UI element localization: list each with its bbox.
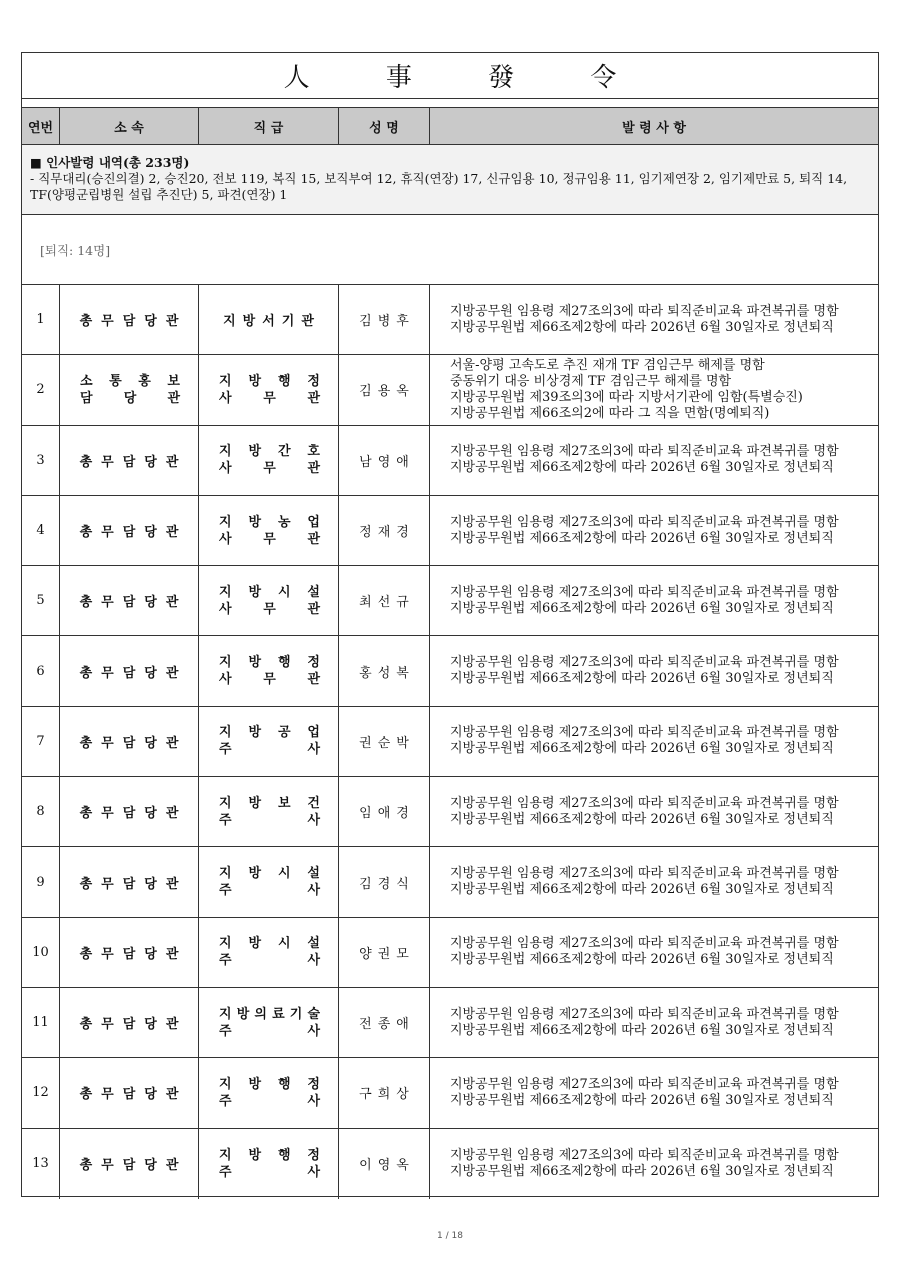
action-line: 지방공무원 임용령 제27조의3에 따라 퇴직준비교육 파견복귀를 명함	[450, 1076, 839, 1092]
char: 관	[307, 461, 320, 477]
char: 보	[167, 373, 180, 389]
row-rank	[199, 496, 339, 565]
action-line: 서울-양평 고속도로 추진 재개 TF 겸임근무 해제를 명함	[450, 357, 765, 373]
row-rank	[199, 988, 339, 1057]
action-line: 지방공무원법 제66조제2항에 따라 2026년 6월 30일자로 정년퇴직	[450, 882, 834, 898]
title-divider	[22, 98, 878, 99]
action-line: 지방공무원법 제66조제2항에 따라 2026년 6월 30일자로 정년퇴직	[450, 460, 834, 476]
char: 지	[219, 373, 232, 389]
char: 호	[307, 444, 320, 460]
action-line: 지방공무원 임용령 제27조의3에 따라 퇴직준비교육 파견복귀를 명함	[450, 303, 839, 319]
char: 방	[248, 1147, 262, 1163]
row-number: 1	[22, 285, 60, 354]
char: 무	[263, 672, 276, 688]
char: 보	[277, 795, 291, 811]
char: 기	[289, 1006, 303, 1022]
char: 방	[248, 866, 262, 882]
personnel-order-document	[21, 52, 879, 1197]
char: 관	[307, 672, 320, 688]
char: 주	[219, 1093, 232, 1109]
char: 건	[307, 795, 320, 811]
char: 소	[80, 373, 93, 389]
char: 지	[219, 866, 232, 882]
document-title: 人 事 發 令	[283, 63, 651, 93]
action-line: 지방공무원법 제66조의2에 따라 그 직을 면함(명예퇴직)	[450, 405, 770, 421]
action-line: 지방공무원 임용령 제27조의3에 따라 퇴직준비교육 파견복귀를 명함	[450, 1006, 839, 1022]
char: 사	[307, 1164, 320, 1180]
char: 무	[263, 461, 276, 477]
char: 지	[219, 444, 232, 460]
char: 방	[248, 795, 262, 811]
table-row	[22, 1129, 878, 1199]
row-dept: 총무담당관	[60, 636, 199, 705]
table-row	[22, 1058, 878, 1128]
row-action	[430, 1129, 878, 1199]
row-action	[430, 847, 878, 916]
row-name: 구희상	[339, 1058, 430, 1127]
char: 업	[307, 514, 320, 530]
char: 방	[248, 514, 262, 530]
row-action	[430, 988, 878, 1057]
row-rank	[199, 1129, 339, 1199]
header-action: 발 령 사 항	[622, 120, 686, 136]
dept-line	[80, 390, 180, 407]
char: 주	[219, 812, 232, 828]
category-label: [퇴직: 14명]	[22, 215, 878, 285]
char: 술	[307, 1006, 320, 1022]
row-rank	[199, 918, 339, 987]
char: 방	[248, 725, 262, 741]
char: 방	[248, 444, 262, 460]
action-line: 지방공무원 임용령 제27조의3에 따라 퇴직준비교육 파견복귀를 명함	[450, 1147, 839, 1163]
rank-line	[219, 514, 320, 531]
char: 정	[307, 1147, 320, 1163]
row-action	[430, 566, 878, 635]
action-line: 지방공무원법 제39조의3에 따라 지방서기관에 임함(특별승진)	[450, 389, 803, 405]
char: 주	[219, 1164, 232, 1180]
row-name: 임애경	[339, 777, 430, 846]
rank-line	[219, 935, 320, 952]
char: 사	[219, 461, 232, 477]
row-name: 홍성복	[339, 636, 430, 705]
page-number: 1 / 18	[437, 1231, 463, 1241]
row-rank	[199, 355, 339, 424]
row-dept	[60, 355, 199, 424]
header-name: 성 명	[339, 108, 430, 144]
char: 관	[307, 390, 320, 406]
rank-line	[219, 601, 320, 618]
table-header	[22, 107, 878, 145]
row-number: 5	[22, 566, 60, 635]
char: 료	[272, 1006, 285, 1022]
char: 업	[307, 725, 320, 741]
char: 방	[248, 655, 262, 671]
char: 담	[80, 390, 93, 406]
action-line: 지방공무원법 제66조제2항에 따라 2026년 6월 30일자로 정년퇴직	[450, 671, 834, 687]
action-line: 지방공무원법 제66조제2항에 따라 2026년 6월 30일자로 정년퇴직	[450, 530, 834, 546]
row-name: 김용옥	[339, 355, 430, 424]
row-action	[430, 918, 878, 987]
char: 당	[123, 390, 137, 406]
char: 주	[219, 953, 232, 969]
char: 주	[219, 1023, 232, 1039]
char: 지	[219, 1076, 232, 1092]
action-line: 지방공무원 임용령 제27조의3에 따라 퇴직준비교육 파견복귀를 명함	[450, 725, 839, 741]
row-dept: 총무담당관	[60, 426, 199, 495]
rank-line	[219, 531, 320, 548]
char: 주	[219, 883, 232, 899]
char: 관	[307, 601, 320, 617]
dept-line	[80, 373, 180, 390]
table-row	[22, 636, 878, 706]
table-row	[22, 355, 878, 425]
row-dept: 총무담당관	[60, 847, 199, 916]
char: 지	[219, 514, 232, 530]
rank-line	[219, 1006, 320, 1023]
rank-line	[219, 443, 320, 460]
char: 지	[219, 936, 232, 952]
action-line: 지방공무원법 제66조제2항에 따라 2026년 6월 30일자로 정년퇴직	[450, 600, 834, 616]
row-name: 권순박	[339, 707, 430, 776]
row-action	[430, 777, 878, 846]
row-name: 정재경	[339, 496, 430, 565]
action-line: 지방공무원 임용령 제27조의3에 따라 퇴직준비교육 파견복귀를 명함	[450, 795, 839, 811]
rank-line	[219, 584, 320, 601]
row-action	[430, 707, 878, 776]
char: 방	[248, 373, 262, 389]
row-dept: 총무담당관	[60, 918, 199, 987]
char: 설	[307, 584, 320, 600]
char: 의	[254, 1006, 267, 1022]
rank-line	[219, 952, 320, 969]
action-line: 중동위기 대응 비상경제 TF 겸임근무 해제를 명함	[450, 373, 732, 389]
action-line: 지방공무원법 제66조제2항에 따라 2026년 6월 30일자로 정년퇴직	[450, 952, 834, 968]
row-rank	[199, 847, 339, 916]
char: 행	[277, 1147, 291, 1163]
char: 사	[219, 672, 232, 688]
char: 정	[307, 655, 320, 671]
action-line: 지방공무원 임용령 제27조의3에 따라 퇴직준비교육 파견복귀를 명함	[450, 655, 839, 671]
row-dept: 총무담당관	[60, 1058, 199, 1127]
char: 시	[277, 936, 291, 952]
rank-line	[219, 741, 320, 758]
action-line: 지방공무원법 제66조제2항에 따라 2026년 6월 30일자로 정년퇴직	[450, 811, 834, 827]
char: 사	[307, 742, 320, 758]
char: 정	[307, 373, 320, 389]
action-line: 지방공무원법 제66조제2항에 따라 2026년 6월 30일자로 정년퇴직	[450, 1092, 834, 1108]
header-dept: 소 속	[60, 108, 199, 144]
row-name: 양권모	[339, 918, 430, 987]
table-row	[22, 285, 878, 355]
rank-line	[219, 865, 320, 882]
row-dept: 총무담당관	[60, 988, 199, 1057]
char: 사	[307, 883, 320, 899]
char: 주	[219, 742, 232, 758]
row-dept: 총무담당관	[60, 707, 199, 776]
char: 사	[219, 601, 232, 617]
char: 관	[307, 531, 320, 547]
row-number: 6	[22, 636, 60, 705]
row-action	[430, 285, 878, 354]
row-dept: 총무담당관	[60, 496, 199, 565]
rank-line	[219, 1076, 320, 1093]
row-rank	[199, 707, 339, 776]
action-line: 지방공무원 임용령 제27조의3에 따라 퇴직준비교육 파견복귀를 명함	[450, 936, 839, 952]
row-name: 김경식	[339, 847, 430, 916]
row-name: 최선규	[339, 566, 430, 635]
char: 사	[219, 390, 232, 406]
char: 홍	[138, 373, 151, 389]
action-line: 지방공무원 임용령 제27조의3에 따라 퇴직준비교육 파견복귀를 명함	[450, 866, 839, 882]
row-name: 남영애	[339, 426, 430, 495]
row-dept: 총무담당관	[60, 777, 199, 846]
char: 방	[248, 936, 262, 952]
row-action	[430, 1058, 878, 1127]
row-number: 4	[22, 496, 60, 565]
table-body	[22, 285, 878, 1199]
rank-line	[219, 812, 320, 829]
summary-detail: - 직무대리(승진의결) 2, 승진20, 전보 119, 복직 15, 보직부여 12, 휴직(연장) 17, 신규임용 10, 정규임용 11, 임기제연장 2, 임기제만료 5, 퇴직 14, TF(양평군립병원 설립 추진단) 5, 파견(연장) 1	[30, 171, 848, 202]
action-line: 지방공무원법 제66조제2항에 따라 2026년 6월 30일자로 정년퇴직	[450, 1022, 834, 1038]
rank-line	[219, 795, 320, 812]
table-row	[22, 426, 878, 496]
row-number: 10	[22, 918, 60, 987]
char: 사	[307, 812, 320, 828]
char: 방	[236, 1006, 250, 1022]
char: 지	[219, 655, 232, 671]
row-number: 11	[22, 988, 60, 1057]
rank-line	[219, 882, 320, 899]
row-action	[430, 496, 878, 565]
rank-line	[219, 1147, 320, 1164]
summary-heading: ■ 인사발령 내역(총 233명)	[30, 155, 190, 170]
row-number: 7	[22, 707, 60, 776]
action-line: 지방공무원법 제66조제2항에 따라 2026년 6월 30일자로 정년퇴직	[450, 1163, 834, 1179]
char: 통	[109, 373, 122, 389]
row-number: 13	[22, 1129, 60, 1199]
row-name: 이영옥	[339, 1129, 430, 1199]
char: 공	[277, 725, 291, 741]
rank-line	[219, 373, 320, 390]
row-rank	[199, 636, 339, 705]
row-number: 3	[22, 426, 60, 495]
row-rank	[199, 426, 339, 495]
row-number: 8	[22, 777, 60, 846]
row-action	[430, 355, 878, 424]
row-dept: 총무담당관	[60, 285, 199, 354]
table-row	[22, 777, 878, 847]
char: 지	[219, 1147, 232, 1163]
char: 지	[219, 795, 232, 811]
char: 행	[277, 373, 291, 389]
table-row	[22, 496, 878, 566]
char: 관	[167, 390, 180, 406]
char: 농	[277, 514, 291, 530]
summary-box	[22, 145, 878, 215]
char: 무	[263, 601, 276, 617]
action-line: 지방공무원 임용령 제27조의3에 따라 퇴직준비교육 파견복귀를 명함	[450, 584, 839, 600]
table-row	[22, 847, 878, 917]
char: 사	[219, 531, 232, 547]
row-action	[430, 426, 878, 495]
table-row	[22, 707, 878, 777]
char: 시	[277, 584, 291, 600]
table-row	[22, 988, 878, 1058]
action-line: 지방공무원법 제66조제2항에 따라 2026년 6월 30일자로 정년퇴직	[450, 319, 834, 335]
char: 지	[219, 584, 232, 600]
row-dept: 총무담당관	[60, 1129, 199, 1199]
table-row	[22, 918, 878, 988]
row-number: 2	[22, 355, 60, 424]
row-rank: 지방서기관	[199, 285, 339, 354]
row-rank	[199, 777, 339, 846]
row-name: 김병후	[339, 285, 430, 354]
rank-line	[219, 724, 320, 741]
char: 설	[307, 866, 320, 882]
char: 사	[307, 1093, 320, 1109]
char: 설	[307, 936, 320, 952]
row-number: 12	[22, 1058, 60, 1127]
char: 지	[219, 1006, 232, 1022]
row-name: 전종애	[339, 988, 430, 1057]
row-rank	[199, 566, 339, 635]
rank-line	[219, 654, 320, 671]
rank-line	[219, 1164, 320, 1181]
char: 정	[307, 1076, 320, 1092]
row-dept: 총무담당관	[60, 566, 199, 635]
action-line: 지방공무원법 제66조제2항에 따라 2026년 6월 30일자로 정년퇴직	[450, 741, 834, 757]
char: 시	[277, 866, 291, 882]
char: 방	[248, 1076, 262, 1092]
table-row	[22, 566, 878, 636]
char: 무	[263, 531, 276, 547]
rank-line	[219, 390, 320, 407]
rank-line	[219, 460, 320, 477]
row-number: 9	[22, 847, 60, 916]
rank-line	[219, 1093, 320, 1110]
row-action	[430, 636, 878, 705]
action-line: 지방공무원 임용령 제27조의3에 따라 퇴직준비교육 파견복귀를 명함	[450, 444, 839, 460]
header-no: 연번	[22, 108, 60, 144]
rank-line	[219, 671, 320, 688]
char: 사	[307, 953, 320, 969]
action-line: 지방공무원 임용령 제27조의3에 따라 퇴직준비교육 파견복귀를 명함	[450, 514, 839, 530]
char: 방	[248, 584, 262, 600]
char: 무	[263, 390, 276, 406]
char: 지	[219, 725, 232, 741]
char: 행	[277, 1076, 291, 1092]
header-rank: 직 급	[199, 108, 339, 144]
rank-line	[219, 1023, 320, 1040]
row-rank	[199, 1058, 339, 1127]
char: 행	[277, 655, 291, 671]
char: 간	[277, 444, 291, 460]
char: 사	[307, 1023, 320, 1039]
